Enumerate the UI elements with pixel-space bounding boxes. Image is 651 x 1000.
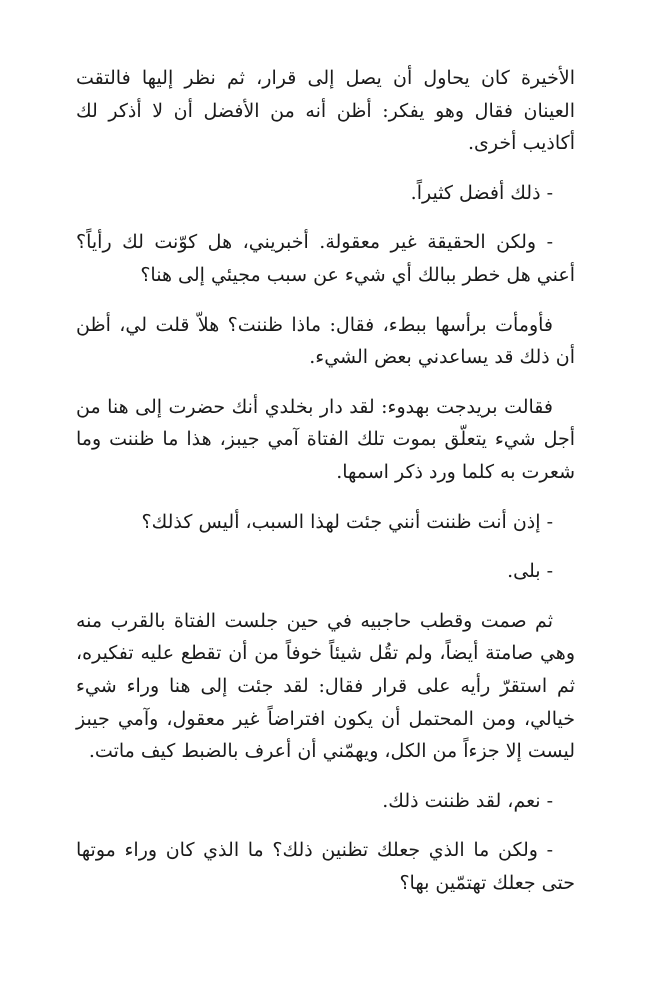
paragraph-4: فأومأت برأسها ببطء، فقال: ماذا ظننت؟ هلاّ قلت لي، أظن أن ذلك قد يساعدني بعض الشيء.	[76, 313, 575, 369]
paragraph-8: ثم صمت وقطب حاجبيه في حين جلست الفتاة بالقرب منه وهي صامتة أيضاً، ولم تقُل شيئاً خوفاً من أن تقطع عليه تفكيره، ثم استقرّ رأيه على قرار فقال: لقد جئت إلى هنا وراء شيء خيالي، ومن المحتمل أن يكون افتراضاً غير معقول، وآمي جيبز ليست إلا جزءاً من الكل، ويهمّني أن أعرف بالضبط كيف ماتت.	[76, 609, 575, 763]
paragraph-2: - ذلك أفضل كثيراً.	[410, 181, 553, 204]
book-page	[76, 62, 575, 916]
paragraph-10: - ولكن ما الذي جعلك تظنين ذلك؟ ما الذي كان وراء موتها حتى جعلك تهتمّين بها؟	[76, 839, 575, 894]
paragraph-7: - بلى.	[507, 560, 553, 583]
paragraph-1: الأخيرة كان يحاول أن يصل إلى قرار، ثم نظر إليها فالتقت العينان فقال وهو يفكر: أظن أنه من الأفضل أن لا أذكر لك أكاذيب أخرى.	[76, 67, 575, 155]
paragraph-3: - ولكن الحقيقة غير معقولة. أخبريني، هل كوّنت لك رأياً؟ أعني هل خطر ببالك أي شيء عن سبب مجيئي إلى هنا؟	[76, 231, 575, 286]
paragraph-5: فقالت بريدجت بهدوء: لقد دار بخلدي أنك حضرت إلى هنا من أجل شيء يتعلّق بموت تلك الفتاة آمي جيبز، هذا ما ظننت وما شعرت به كلما ورد ذكر اسمها.	[76, 395, 575, 483]
paragraph-9: - نعم، لقد ظننت ذلك.	[382, 789, 553, 812]
paragraph-6: - إذن أنت ظننت أنني جئت لهذا السبب، أليس كذلك؟	[141, 510, 553, 533]
